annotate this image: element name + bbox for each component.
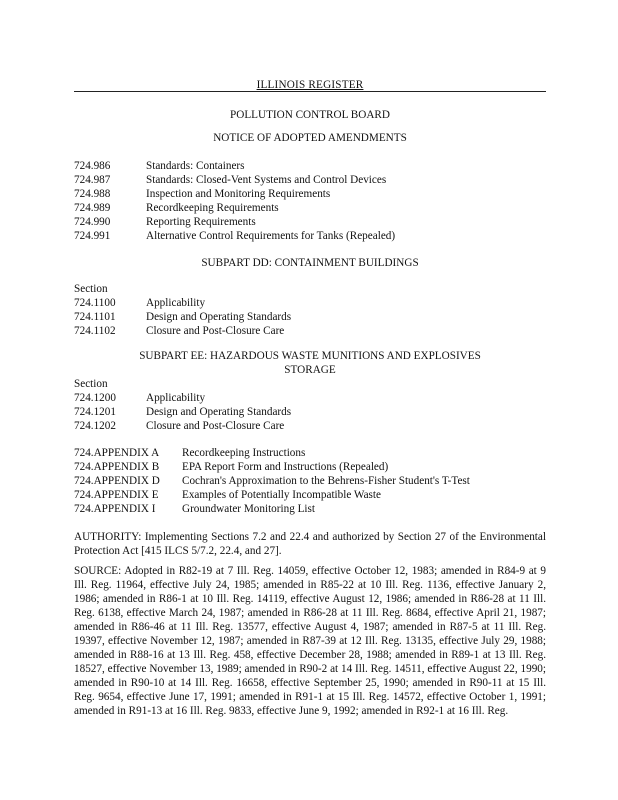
appendix-title: Groundwater Monitoring List [182,503,315,515]
toc-code: 724.989 [74,202,111,214]
toc-code: 724.1202 [74,420,116,432]
toc-row [74,419,284,433]
toc-title: Inspection and Monitoring Requirements [146,188,331,200]
toc-title: Applicability [146,297,206,309]
appendix-code: 724.APPENDIX B [74,461,160,473]
appendix-title: EPA Report Form and Instructions (Repealed) [182,461,389,473]
authority-paragraph [74,530,546,558]
section-label: Section [74,283,108,295]
subpart-dd-heading: SUBPART DD: CONTAINMENT BUILDINGS [201,257,419,269]
toc-title: Alternative Control Requirements for Tanks (Repealed) [146,230,396,242]
appendix-row [74,474,470,488]
toc-code: 724.1200 [74,392,116,404]
toc-code: 724.986 [74,160,111,172]
toc-title: Applicability [146,392,206,404]
source-text: SOURCE: Adopted in R82-19 at 7 Ill. Reg. 14059, effective October 12, 1983; amended in R84-9 at 9 Ill. Reg. 11964, effective July 24, 1985; amended in R85-22 at 10 Ill. Reg. 1136, effective January 2, 1986; amended in R86-1 at 10 Ill. Reg. 14119, effective August 12, 1986; amended in R86-28 at 11 Ill. Reg. 6138, effective March 24, 1987; amended in R86-28 at 11 Ill. Reg. 8684, effective April 21, 1987; amended in R86-46 at 11 Ill. Reg. 13577, effective August 4, 1987; amended in R87-5 at 11 Ill. Reg. 19397, effective November 12, 1987; amended in R87-39 at 12 Ill. Reg. 13135, effective July 29, 1988; amended in R88-16 at 13 Ill. Reg. 458, effective December 28, 1988; amended in R89-1 at 13 Ill. Reg. 18527, effective November 13, 1989; amended in R90-2 at 14 Ill. Reg. 14511, effective August 22, 1990; amended in R90-10 at 14 Ill. Reg. 16658, effective September 25, 1990; amended in R90-11 at 15 Ill. Reg. 9654, effective June 17, 1991; amended in R91-1 at 15 Ill. Reg. 14572, effective October 1, 1991; amended in R91-13 at 16 Ill. Reg. 9833, effective June 9, 1992; amended in R92-1 at 16 Ill. Reg. [74,565,546,717]
document-page [74,0,546,800]
register-title: ILLINOIS REGISTER [256,79,364,91]
toc-code: 724.1101 [74,311,116,323]
toc-code: 724.987 [74,174,111,186]
header-rule [74,91,546,92]
section-label: Section [74,378,108,390]
appendix-title: Cochran's Approximation to the Behrens-Fisher Student's T-Test [182,475,470,487]
subpart-ee-heading-cont: STORAGE [284,364,336,376]
toc-row [74,229,395,243]
toc-row [74,215,256,229]
appendix-code: 724.APPENDIX E [74,489,159,501]
toc-title: Design and Operating Standards [146,406,292,418]
toc-row [74,159,245,173]
appendix-row [74,446,305,460]
toc-code: 724.990 [74,216,111,228]
toc-title: Closure and Post-Closure Care [146,420,285,432]
source-paragraph [74,564,546,718]
appendix-code: 724.APPENDIX I [74,503,156,515]
toc-code: 724.1201 [74,406,116,418]
toc-title: Standards: Closed-Vent Systems and Control Devices [146,174,387,186]
appendix-code: 724.APPENDIX A [74,447,160,459]
toc-code: 724.988 [74,188,111,200]
toc-row [74,405,291,419]
appendix-code: 724.APPENDIX D [74,475,160,487]
toc-row [74,173,386,187]
toc-title: Reporting Requirements [146,216,256,228]
toc-code: 724.1100 [74,297,116,309]
appendix-row [74,502,315,516]
toc-title: Design and Operating Standards [146,311,292,323]
toc-code: 724.991 [74,230,111,242]
notice-title: NOTICE OF ADOPTED AMENDMENTS [213,132,407,144]
appendix-title: Recordkeeping Instructions [182,447,306,459]
toc-code: 724.1102 [74,325,116,337]
board-name: POLLUTION CONTROL BOARD [230,109,390,121]
appendix-title: Examples of Potentially Incompatible Waste [182,489,381,501]
subpart-ee-heading: SUBPART EE: HAZARDOUS WASTE MUNITIONS AND EXPLOSIVES [139,350,481,362]
appendix-row [74,488,381,502]
toc-title: Recordkeeping Requirements [146,202,279,214]
toc-row [74,324,284,338]
toc-title: Standards: Containers [146,160,245,172]
toc-row [74,391,205,405]
authority-text: AUTHORITY: Implementing Sections 7.2 and 22.4 and authorized by Section 27 of the Environmental Protection Act [415 ILCS 5/7.2, 22.4, and 27]. [74,531,546,557]
toc-row [74,187,330,201]
toc-row [74,296,205,310]
toc-title: Closure and Post-Closure Care [146,325,285,337]
toc-row [74,201,279,215]
appendix-row [74,460,388,474]
toc-row [74,310,291,324]
